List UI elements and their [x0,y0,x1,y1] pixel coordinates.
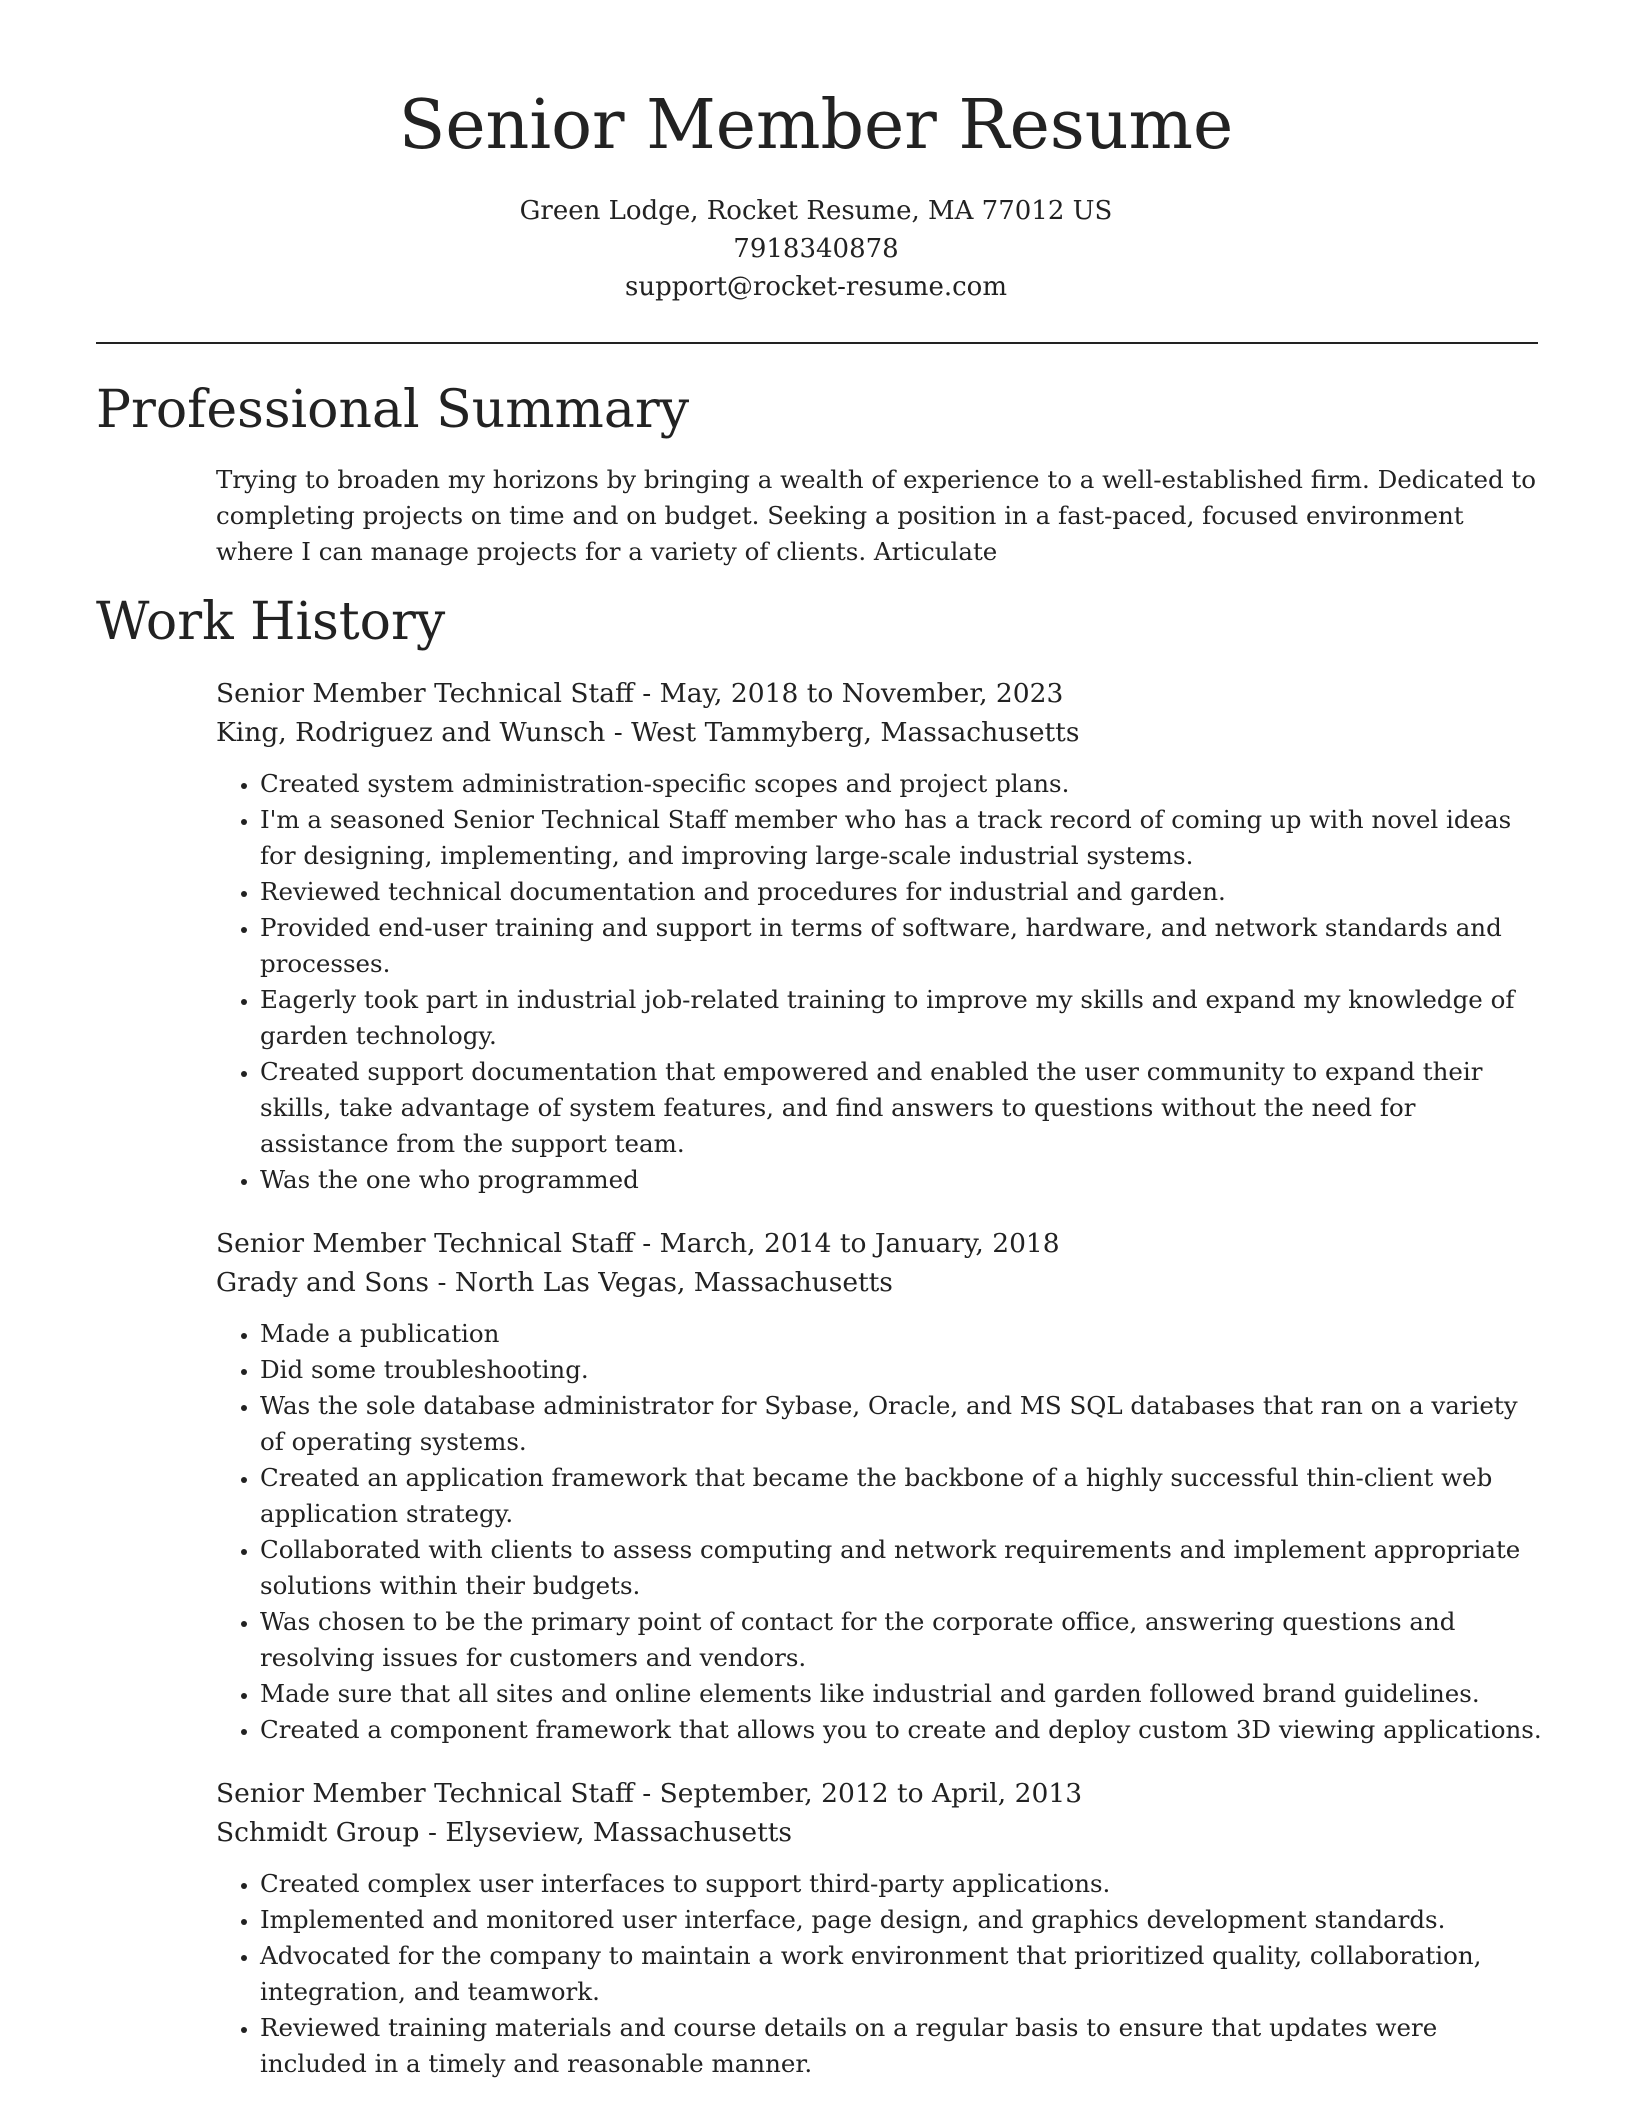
job-role: Senior Member Technical Staff [216,678,634,709]
bullet-item: • Advocated for the company to maintain a work environment that prioritized quality, collaboration, integration, and teamwork. [260,1938,1546,2010]
job-bullets [216,766,1546,1198]
separator: - [633,678,660,709]
job-company: King, Rodriguez and Wunsch [216,717,606,748]
job-company: Grady and Sons [216,1267,430,1298]
bullet-item: • Made a publication [260,1316,1546,1352]
separator: - [429,1267,455,1298]
separator: - [419,1817,446,1848]
job-dates: March, 2014 to January, 2018 [659,1228,1060,1259]
bullet-item: • Was the one who programmed [260,1162,1546,1198]
email-text: support@rocket-resume.com [624,272,1007,302]
work-history-heading: Work History [96,592,446,652]
bullet-item: • Did some troubleshooting. [260,1352,1546,1388]
job-company-line [216,1263,1546,1302]
phone-text: 7918340878 [733,234,899,264]
bullet-item: • Implemented and monitored user interface, page design, and graphics development standards. [260,1902,1546,1938]
address-text: Green Lodge, Rocket Resume, MA 77012 US [519,196,1113,226]
bullet-item: • Was chosen to be the primary point of contact for the corporate office, answering questions and resolving issues for customers and vendors. [260,1604,1546,1676]
job-company-line [216,1813,1546,1852]
job-dates: May, 2018 to November, 2023 [659,678,1064,709]
bullet-item: • Created system administration-specific scopes and project plans. [260,766,1546,802]
job-entry [216,674,1546,1198]
bullet-item: • Was the sole database administrator for Sybase, Oracle, and MS SQL databases that ran on a variety of operating systems. [260,1388,1546,1460]
bullet-item: • Collaborated with clients to assess computing and network requirements and implement appropriate solutions within their budgets. [260,1532,1546,1604]
job-title-line [216,1224,1546,1263]
bullet-item: • Created support documentation that empowered and enabled the user community to expand their skills, take advantage of system features, and find answers to questions without the need for assistance from the support team. [260,1054,1546,1162]
header-divider [96,342,1538,344]
job-role: Senior Member Technical Staff [216,1228,634,1259]
separator: - [633,1228,660,1259]
separator: - [633,1778,660,1809]
separator: - [605,717,632,748]
bullet-item: • Made sure that all sites and online elements like industrial and garden followed brand guidelines. [260,1676,1546,1712]
job-bullets [216,1866,1546,2082]
resume-title: Senior Member Resume [398,86,1234,165]
job-company-line [216,713,1546,752]
work-history-list [216,674,1546,2108]
bullet-item: • Created complex user interfaces to support third-party applications. [260,1866,1546,1902]
bullet-item: • Eagerly took part in industrial job-related training to improve my skills and expand my knowledge of garden technology. [260,982,1546,1054]
job-location: North Las Vegas, Massachusetts [454,1267,893,1298]
job-entry [216,1224,1546,1748]
job-location: West Tammyberg, Massachusetts [631,717,1080,748]
job-title-line [216,1774,1546,1813]
bullet-item: • Provided end-user training and support in terms of software, hardware, and network standards and processes. [260,910,1546,982]
job-title-line [216,674,1546,713]
bullet-item: • Created an application framework that became the backbone of a highly successful thin-client web application strategy. [260,1460,1546,1532]
contact-info [0,192,1632,306]
job-bullets [216,1316,1546,1748]
bullet-item: • I'm a seasoned Senior Technical Staff member who has a track record of coming up with novel ideas for designing, implementing, and improving large-scale industrial systems. [260,802,1546,874]
job-company: Schmidt Group [216,1817,420,1848]
job-dates: September, 2012 to April, 2013 [659,1778,1083,1809]
bullet-item: • Reviewed training materials and course details on a regular basis to ensure that updates were included in a timely and reasonable manner. [260,2010,1546,2082]
resume-header [0,0,1632,306]
bullet-item: • Reviewed technical documentation and procedures for industrial and garden. [260,874,1546,910]
job-location: Elyseview, Massachusetts [445,1817,793,1848]
bullet-item: • Created a component framework that allows you to create and deploy custom 3D viewing applications. [260,1712,1546,1748]
job-role: Senior Member Technical Staff [216,1778,634,1809]
job-entry [216,1774,1546,2082]
summary-heading: Professional Summary [96,380,690,440]
summary-text: Trying to broaden my horizons by bringing a wealth of experience to a well-established firm. Dedicated to completing projects on time and on budget. Seeking a position in a fast-paced, focused environment where I can manage projects for a variety of clients. Articulate [216,465,1537,566]
